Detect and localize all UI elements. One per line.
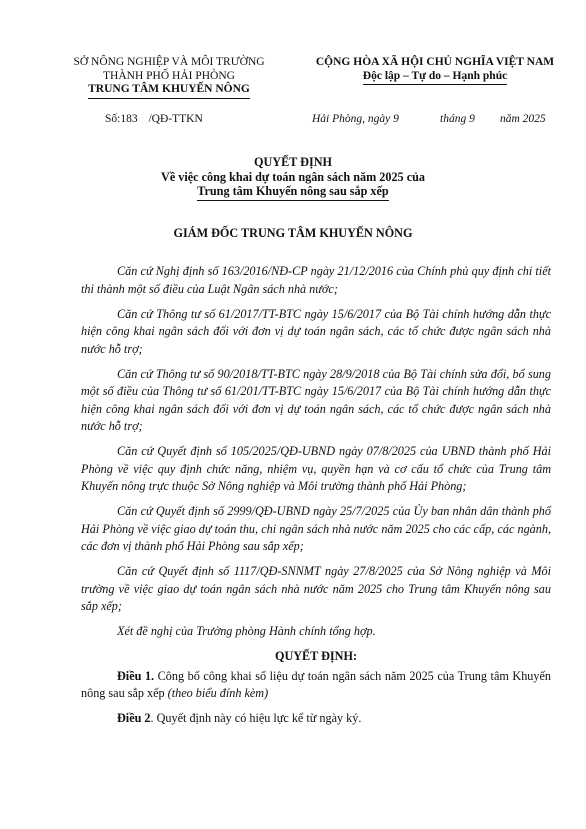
title-subject-line1: Về việc công khai dự toán ngân sách năm 2025 của — [161, 169, 425, 184]
issuer-header — [58, 56, 280, 99]
article-1-text: Công bố công khai số liệu dự toán ngân sách năm 2025 của Trung tâm Khuyến nông sau sắp xếp — [81, 668, 551, 700]
document-number — [105, 113, 203, 125]
legal-basis-2: Căn cứ Thông tư số 61/2017/TT-BTC ngày 15/6/2017 của Bộ Tài chính hướng dẫn thực hiện công khai ngân sách đối với đơn vị dự toán ngân sách, các tổ chức được ngân sách nhà nước hỗ trợ; — [81, 306, 551, 356]
legal-basis-6: Căn cứ Quyết định số 1117/QĐ-SNNMT ngày 27/8/2025 của Sở Nông nghiệp và Môi trường về việc giao dự toán ngân sách nhà nước năm 2025 cho Trung tâm Khuyến nông sau sắp xếp; — [81, 564, 551, 613]
date-year: năm 2025 — [500, 113, 546, 125]
article-1 — [81, 668, 551, 703]
document-body — [81, 263, 551, 735]
date-month: tháng 9 — [440, 113, 475, 125]
article-1-label: Điều 1. — [117, 668, 155, 683]
title-subject-line2: Trung tâm Khuyến nông sau sắp xếp — [197, 184, 388, 201]
authority-heading: GIÁM ĐỐC TRUNG TÂM KHUYẾN NÔNG — [173, 226, 413, 240]
article-2-label: Điều 2 — [117, 711, 151, 725]
article-2-text: . Quyết định này có hiệu lực kể từ ngày ký. — [150, 711, 362, 725]
place-date: Hải Phòng, ngày 9 — [312, 113, 399, 125]
national-header — [300, 56, 570, 85]
title-type: QUYẾT ĐỊNH — [254, 155, 332, 169]
article-2 — [81, 710, 551, 728]
country-line: CỘNG HÒA XÃ HỘI CHỦ NGHĨA VIỆT NAM — [315, 56, 555, 68]
legal-basis-5: Căn cứ Quyết định số 2999/QĐ-UBND ngày 25/7/2025 của Ủy ban nhân dân thành phố Hải Phòng về việc giao dự toán thu, chi ngân sách nhà nước năm 2025 cho các cấp, các ngành, các đơn vị thành phố Hải Phòng sau sắp xếp; — [81, 504, 551, 553]
legal-basis-4: Căn cứ Quyết định số 105/2025/QĐ-UBND ngày 07/8/2025 của UBND thành phố Hải Phòng về việc quy định chức năng, nhiệm vụ, quyền hạn và cơ cấu tổ chức của Trung tâm Khuyến nông trực thuộc Sở Nông nghiệp và Môi trường thành phố Hải Phòng; — [81, 444, 551, 493]
agency-line: TRUNG TÂM KHUYẾN NÔNG — [88, 83, 250, 99]
number-code: /QĐ-TTKN — [148, 113, 203, 125]
ministry-line: SỞ NÔNG NGHIỆP VÀ MÔI TRƯỜNG — [73, 56, 265, 68]
article-1-note: (theo biểu đính kèm) — [167, 686, 269, 700]
number-label: Số:183 — [105, 113, 138, 125]
proposal-basis: Xét đề nghị của Trưởng phòng Hành chính tổng hợp. — [117, 624, 376, 638]
document-title — [0, 155, 586, 201]
legal-basis-3: Căn cứ Thông tư số 90/2018/TT-BTC ngày 28/9/2018 của Bộ Tài chính sửa đổi, bổ sung một số điều của Thông tư số 61/201/TT-BTC ngày 15/6/2017 của Bộ Tài chính hướng dẫn thực hiện công khai ngân sách đối với đơn vị dự toán ngân sách, các tổ chức được ngân sách nhà nước hỗ trợ; — [81, 366, 551, 433]
city-line: THÀNH PHỐ HẢI PHÒNG — [103, 69, 235, 82]
motto-line: Độc lập – Tự do – Hạnh phúc — [363, 70, 507, 86]
legal-basis-1: Căn cứ Nghị định số 163/2016/NĐ-CP ngày 21/12/2016 của Chính phủ quy định chi tiết thi thành một số điều của Luật Ngân sách nhà nước; — [81, 264, 551, 296]
decision-heading: QUYẾT ĐỊNH: — [274, 649, 358, 663]
